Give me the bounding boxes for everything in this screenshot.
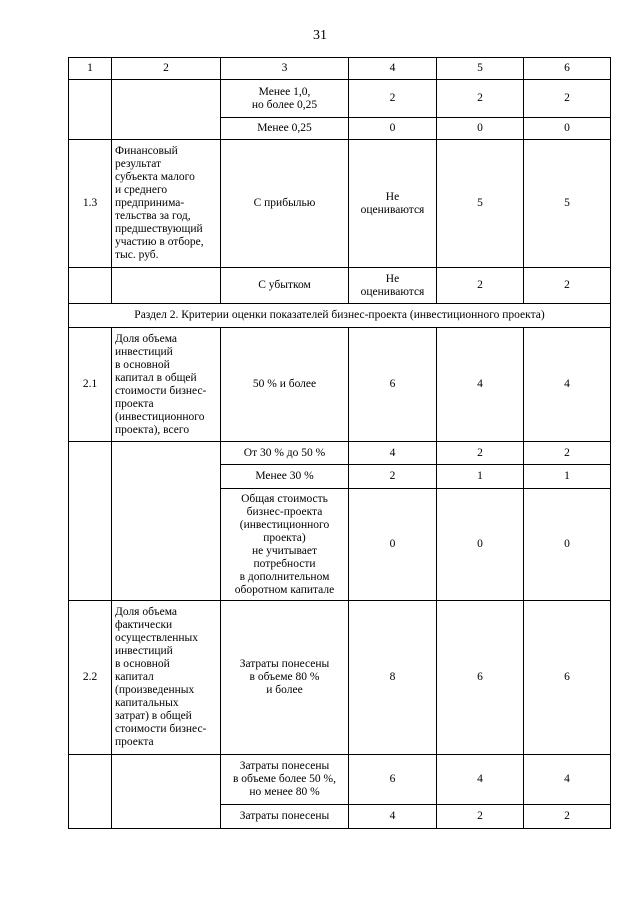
section-heading-row (69, 304, 611, 328)
score-cell: 1 (437, 465, 524, 489)
score-cell: 5 (437, 140, 524, 268)
empty-cell (112, 268, 221, 304)
score-cell: 0 (437, 118, 524, 140)
empty-cell (69, 80, 112, 140)
score-cell: 0 (349, 489, 437, 601)
score-cell: 6 (524, 601, 611, 755)
table-row (69, 140, 611, 268)
condition-cell: Менее 1,0, но более 0,25 (221, 80, 349, 118)
empty-cell (112, 442, 221, 601)
score-cell: 8 (349, 601, 437, 755)
score-cell: 2 (524, 442, 611, 465)
score-cell: 2 (524, 268, 611, 304)
condition-cell: Затраты понесены в объеме более 50 %, но менее 80 % (221, 755, 349, 805)
criterion-number: 1.3 (69, 140, 112, 268)
header-col-3: 3 (221, 58, 349, 80)
condition-cell: С прибылью (221, 140, 349, 268)
score-cell: Не оцениваются (349, 140, 437, 268)
section-heading: Раздел 2. Критерии оценки показателей бизнес-проекта (инвестиционного проекта) (69, 304, 611, 328)
condition-cell: 50 % и более (221, 328, 349, 442)
score-cell: 2 (349, 80, 437, 118)
header-col-2: 2 (112, 58, 221, 80)
criterion-name: Доля объема фактически осуществленных инвестиций в основной капитал (произведенных капитальных затрат) в общей стоимости бизнес- проекта (112, 601, 221, 755)
score-cell: 2 (349, 465, 437, 489)
score-cell: 2 (437, 268, 524, 304)
criteria-table (68, 57, 611, 829)
empty-cell (112, 755, 221, 829)
criterion-number: 2.2 (69, 601, 112, 755)
header-col-6: 6 (524, 58, 611, 80)
condition-cell: От 30 % до 50 % (221, 442, 349, 465)
condition-cell: Затраты понесены в объеме 80 % и более (221, 601, 349, 755)
table-row (69, 328, 611, 442)
score-cell: 2 (437, 442, 524, 465)
table-row (69, 755, 611, 805)
score-cell: 0 (349, 118, 437, 140)
empty-cell (69, 755, 112, 829)
table-row (69, 80, 611, 118)
score-cell: Не оцениваются (349, 268, 437, 304)
score-cell: 6 (349, 755, 437, 805)
score-cell: 2 (437, 80, 524, 118)
score-cell: 4 (349, 805, 437, 829)
score-cell: 2 (524, 805, 611, 829)
table-row (69, 601, 611, 755)
header-col-4: 4 (349, 58, 437, 80)
score-cell: 0 (437, 489, 524, 601)
condition-cell: Менее 0,25 (221, 118, 349, 140)
score-cell: 5 (524, 140, 611, 268)
condition-cell: С убытком (221, 268, 349, 304)
score-cell: 0 (524, 489, 611, 601)
header-col-5: 5 (437, 58, 524, 80)
page-number: 31 (313, 28, 327, 43)
score-cell: 4 (349, 442, 437, 465)
score-cell: 0 (524, 118, 611, 140)
score-cell: 4 (524, 328, 611, 442)
score-cell: 1 (524, 465, 611, 489)
empty-cell (69, 442, 112, 601)
score-cell: 4 (437, 755, 524, 805)
score-cell: 6 (349, 328, 437, 442)
header-col-1: 1 (69, 58, 112, 80)
empty-cell (112, 80, 221, 140)
score-cell: 4 (524, 755, 611, 805)
score-cell: 6 (437, 601, 524, 755)
condition-cell: Затраты понесены (221, 805, 349, 829)
table-row (69, 442, 611, 465)
score-cell: 2 (437, 805, 524, 829)
condition-cell: Общая стоимость бизнес-проекта (инвестиционного проекта) не учитывает потребности в дополнительном оборотном капитале (221, 489, 349, 601)
empty-cell (69, 268, 112, 304)
criterion-name: Финансовый результат субъекта малого и среднего предпринима- тельства за год, предшествующий участию в отборе, тыс. руб. (112, 140, 221, 268)
score-cell: 2 (524, 80, 611, 118)
condition-cell: Менее 30 % (221, 465, 349, 489)
table-header-row (69, 58, 611, 80)
table-row (69, 268, 611, 304)
score-cell: 4 (437, 328, 524, 442)
criterion-number: 2.1 (69, 328, 112, 442)
criterion-name: Доля объема инвестиций в основной капитал в общей стоимости бизнес- проекта (инвестиционного проекта), всего (112, 328, 221, 442)
